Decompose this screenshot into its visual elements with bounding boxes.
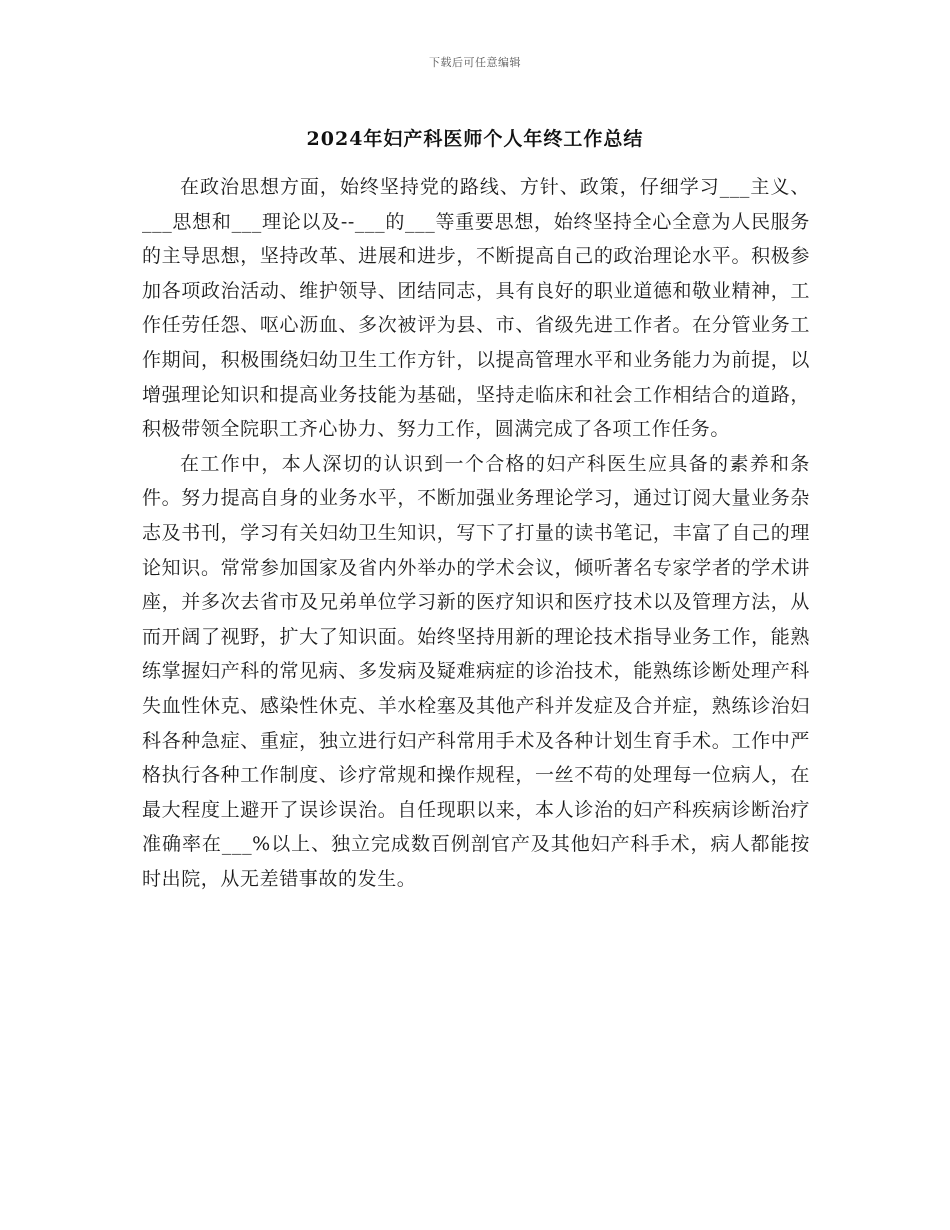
document-body xyxy=(142,170,810,896)
paragraph-work-performance: 在工作中，本人深切的认识到一个合格的妇产科医生应具备的素养和条件。努力提高自身的业务水平，不断加强业务理论学习，通过订阅大量业务杂志及书刊，学习有关妇幼卫生知识，写下了打量的读书笔记，丰富了自己的理论知识。常常参加国家及省内外举办的学术会议，倾听著名专家学者的学术讲座，并多次去省市及兄弟单位学习新的医疗知识和医疗技术以及管理方法，从而开阔了视野，扩大了知识面。始终坚持用新的理论技术指导业务工作，能熟练掌握妇产科的常见病、多发病及疑难病症的诊治技术，能熟练诊断处理产科失血性休克、感染性休克、羊水栓塞及其他产科并发症及合并症，熟练诊治妇科各种急症、重症，独立进行妇产科常用手术及各种计划生育手术。工作中严格执行各种工作制度、诊疗常规和操作规程，一丝不苟的处理每一位病人，在最大程度上避开了误诊误治。自任现职以来，本人诊治的妇产科疾病诊断治疗准确率在___%以上、独立完成数百例剖官产及其他妇产科手术，病人都能按时出院，从无差错事故的发生。 xyxy=(142,452,810,890)
paragraph-political-thought: 在政治思想方面，始终坚持党的路线、方针、政策，仔细学习___主义、___思想和___理论以及--___的___等重要思想，始终坚持全心全意为人民服务的主导思想，坚持改革、进展和进步，不断提高自己的政治理论水平。积极参加各项政治活动、维护领导、团结同志，具有良好的职业道德和敬业精神，工作任劳任怨、呕心沥血、多次被评为县、市、省级先进工作者。在分管业务工作期间，积极围绕妇幼卫生工作方针，以提高管理水平和业务能力为前提，以增强理论知识和提高业务技能为基础，坚持走临床和社会工作相结合的道路，积极带领全院职工齐心协力、努力工作，圆满完成了各项工作任务。 xyxy=(142,176,810,441)
header-note: 下载后可任意编辑 xyxy=(429,56,521,69)
document-title: 2024年妇产科医师个人年终工作总结 xyxy=(306,128,644,150)
